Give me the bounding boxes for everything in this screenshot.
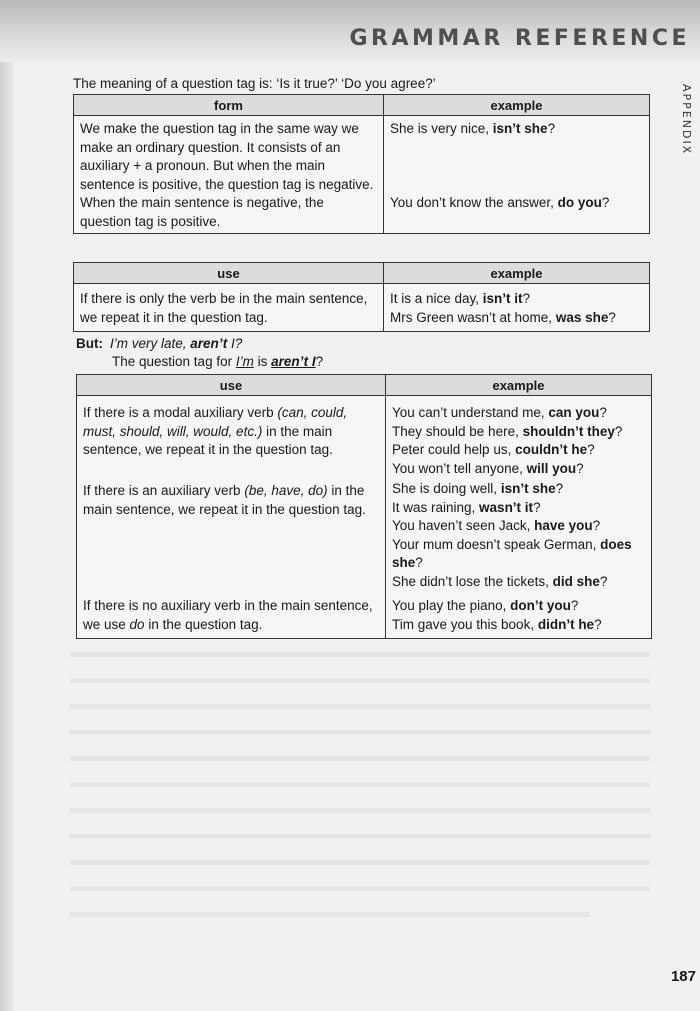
page-number: 187	[670, 968, 696, 985]
example-sentence: You won’t tell anyone, will you?	[392, 460, 584, 476]
question-tag: will you	[526, 460, 577, 476]
question-tag: wasn’t it	[479, 499, 534, 515]
column-header-example: example	[384, 95, 650, 116]
column-header-use: use	[74, 263, 384, 284]
question-tag: don’t you	[510, 598, 571, 613]
example-sentence: She is doing well, isn’t she?	[392, 481, 564, 496]
column-header-use: use	[77, 375, 386, 396]
table-cell	[384, 284, 650, 332]
auxiliary-table	[76, 374, 652, 639]
question-tag: couldn’t he	[515, 442, 588, 457]
example-sentence: They should be here, shouldn’t they?	[392, 423, 623, 439]
intro-text: The meaning of a question tag is: ‘Is it true?’ ‘Do you agree?’	[73, 76, 436, 91]
table-cell	[77, 396, 386, 479]
example-sentence: It was raining, wasn’t it?	[392, 499, 541, 515]
but-note: But: I’m very late, aren’t I? The question tag for I’m is aren’t I?	[76, 336, 324, 369]
page-title: GRAMMAR REFERENCE	[349, 26, 690, 51]
column-header-form: form	[74, 95, 384, 116]
rule-text: We make the question tag in the same way we make an ordinary question. It consists of an auxiliary + a pronoun. But when the main sentence is positive, the question tag is negative.	[80, 121, 374, 192]
be-verb-table	[73, 262, 650, 332]
table-cell	[386, 396, 652, 479]
table-cell	[74, 284, 384, 332]
but-label: But:	[76, 336, 103, 351]
table-cell	[386, 478, 652, 591]
question-tag: isn’t she	[500, 481, 556, 496]
table-cell	[74, 194, 384, 234]
example-sentence: Peter could help us, couldn’t he?	[392, 442, 595, 457]
form-table	[73, 94, 650, 234]
question-tag: did she	[552, 573, 600, 589]
table-cell	[386, 591, 652, 639]
example-sentence: She is very nice, isn’t she?	[390, 121, 556, 136]
rule-text: If there is a modal auxiliary verb (can, could, must, should, will, would, etc.) in the main sentence, we repeat it in the question tag.	[83, 405, 348, 457]
example-sentence: It is a nice day, isn’t it?	[390, 291, 531, 306]
table-cell	[77, 478, 386, 591]
rule-text: When the main sentence is negative, the question tag is positive.	[80, 195, 324, 229]
rule-text: If there is only the verb be in the main sentence, we repeat it in the question tag.	[80, 291, 368, 325]
appendix-side-label: APPENDIX	[680, 84, 693, 156]
question-tag: isn’t she	[492, 121, 548, 136]
question-tag: have you	[534, 518, 593, 533]
table-cell	[384, 194, 650, 234]
question-tag: didn’t he	[537, 616, 595, 632]
table-cell	[77, 591, 386, 639]
table-cell	[74, 116, 384, 195]
column-header-example: example	[384, 263, 650, 284]
question-tag: can you	[548, 405, 600, 420]
rule-text: If there is an auxiliary verb (be, have, do) in the main sentence, we repeat it in the question tag.	[83, 483, 366, 517]
question-tag: does she	[392, 536, 632, 570]
table-cell	[384, 116, 650, 195]
example-sentence: You play the piano, don’t you?	[392, 598, 579, 613]
column-header-example: example	[386, 375, 652, 396]
question-tag: isn’t it	[482, 291, 523, 306]
example-sentence: You can’t understand me, can you?	[392, 405, 607, 420]
question-tag: shouldn’t they	[522, 423, 615, 439]
question-tag: do you	[557, 195, 602, 210]
example-sentence: Your mum doesn’t speak German, does she?	[392, 536, 632, 570]
example-sentence: You don’t know the answer, do you?	[390, 195, 610, 210]
question-tag: was she	[555, 309, 609, 325]
example-sentence: She didn’t lose the tickets, did she?	[392, 573, 608, 589]
example-sentence: Mrs Green wasn’t at home, was she?	[390, 309, 616, 325]
example-sentence: You haven’t seen Jack, have you?	[392, 518, 601, 533]
example-sentence: Tim gave you this book, didn’t he?	[392, 616, 602, 632]
rule-text: If there is no auxiliary verb in the main sentence, we use do in the question tag.	[83, 598, 373, 632]
page-binding-shadow	[0, 0, 14, 1011]
